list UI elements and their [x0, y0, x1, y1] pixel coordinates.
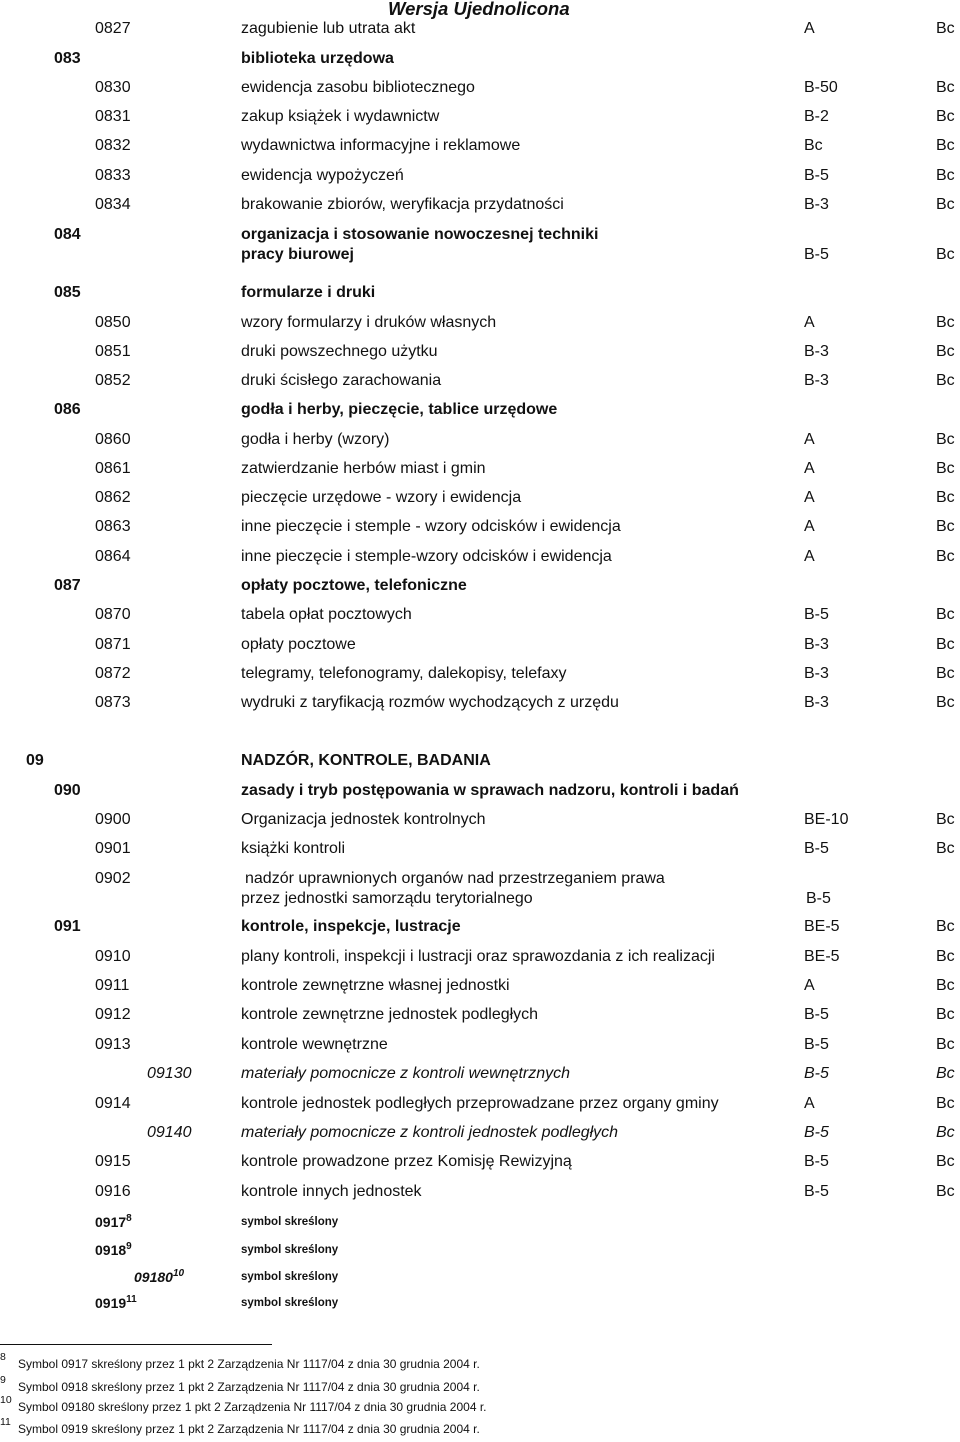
row-category-2: Bc	[936, 665, 955, 682]
footnote-separator	[0, 1344, 272, 1345]
table-row	[0, 429, 960, 451]
table-row	[0, 516, 960, 538]
table-row	[0, 1004, 960, 1026]
footnote	[0, 1416, 960, 1442]
row-code: 090	[54, 782, 81, 799]
row-name: materiały pomocnicze z kontroli wewnętrznych	[241, 1065, 571, 1082]
row-name: kontrole jednostek podległych przeprowadzane przez organy gminy	[241, 1095, 719, 1112]
row-code: 0864	[95, 548, 131, 565]
row-name: wydruki z taryfikacją rozmów wychodzących z urzędu	[241, 694, 619, 711]
table-row	[0, 165, 960, 187]
row-name: książki kontroli	[241, 840, 346, 857]
row-name: zakup książek i wydawnictw	[241, 108, 440, 125]
row-name: biblioteka urzędowa	[241, 50, 394, 67]
row-name: wzory formularzy i druków własnych	[241, 314, 497, 331]
table-row	[0, 399, 960, 421]
footnote-text: Symbol 09180 skreślony przez 1 pkt 2 Zarządzenia Nr 1117/04 z dnia 30 grudnia 2004 r.	[18, 1400, 487, 1414]
section-row	[0, 750, 960, 772]
row-name: inne pieczęcie i stemple - wzory odcisków i ewidencja	[241, 518, 621, 535]
row-code: 0918$^9$	[95, 1241, 132, 1258]
row-name: kontrole prowadzone przez Komisję Rewizyjną	[241, 1153, 572, 1170]
table-row	[0, 663, 960, 685]
row-category-2: Bc	[936, 636, 955, 653]
row-code: 0833	[95, 167, 131, 184]
row-name: godła i herby, pieczęcie, tablice urzędowe	[241, 401, 558, 418]
row-name-line-2: pracy biurowej	[241, 246, 354, 263]
table-row	[0, 946, 960, 968]
row-category-2: Bc	[936, 460, 955, 477]
row-category-2: Bc	[936, 108, 955, 125]
row-category-2: Bc	[936, 246, 955, 263]
table-row-deleted	[0, 1266, 960, 1288]
row-category: B-3	[804, 343, 829, 360]
row-code: 0900	[95, 811, 131, 828]
table-row	[0, 194, 960, 216]
row-code: 0827	[95, 20, 131, 37]
table-row	[0, 224, 960, 246]
footnote-number: 11	[0, 1416, 11, 1428]
row-code: 087	[54, 577, 81, 594]
table-row	[0, 1093, 960, 1115]
row-name-line-2: przez jednostki samorządu terytorialnego	[241, 890, 533, 907]
row-category-2: Bc	[936, 1036, 955, 1053]
row-category-2: Bc	[936, 694, 955, 711]
row-name: Organizacja jednostek kontrolnych	[241, 811, 486, 828]
row-name: kontrole, inspekcje, lustracje	[241, 918, 461, 935]
table-row	[0, 1151, 960, 1173]
row-name: ewidencja zasobu bibliotecznego	[241, 79, 475, 96]
row-name: kontrole innych jednostek	[241, 1183, 422, 1200]
row-category-2: Bc	[936, 918, 955, 935]
footnote-text: Symbol 0919 skreślony przez 1 pkt 2 Zarządzenia Nr 1117/04 z dnia 30 grudnia 2004 r.	[18, 1422, 480, 1436]
row-code: 084	[54, 226, 81, 243]
table-row	[0, 312, 960, 334]
footnote-ref[interactable]: 11	[126, 1294, 137, 1305]
row-category: B-3	[804, 665, 829, 682]
row-name: formularze i druki	[241, 284, 376, 301]
table-row	[0, 604, 960, 626]
row-category: B-3	[804, 636, 829, 653]
row-code: 0834	[95, 196, 131, 213]
row-name: symbol skreślony	[241, 1216, 339, 1228]
row-category-2: Bc	[936, 431, 955, 448]
table-row	[0, 135, 960, 157]
row-name: pieczęcie urzędowe - wzory i ewidencja	[241, 489, 522, 506]
row-code: 0862	[95, 489, 131, 506]
row-category-2: Bc	[936, 1095, 955, 1112]
footnote-number: 8	[0, 1351, 6, 1363]
table-row	[0, 780, 960, 802]
row-category: B-5	[806, 890, 831, 907]
row-category: B-5	[804, 1036, 829, 1053]
row-category-2: Bc	[936, 372, 955, 389]
table-row	[0, 546, 960, 568]
table-row	[0, 809, 960, 831]
row-category-2: Bc	[936, 811, 955, 828]
row-category: B-3	[804, 694, 829, 711]
table-row	[0, 1034, 960, 1056]
row-category-2: Bc	[936, 196, 955, 213]
row-code: 0850	[95, 314, 131, 331]
table-row-deleted	[0, 1211, 960, 1233]
row-category: B-5	[804, 167, 829, 184]
row-code: 0915	[95, 1153, 131, 1170]
section-code: 09	[26, 752, 44, 769]
section-title: NADZÓR, KONTROLE, BADANIA	[241, 752, 491, 769]
footnote	[0, 1374, 960, 1400]
row-category-2: Bc	[936, 1006, 955, 1023]
row-category: B-5	[804, 1006, 829, 1023]
row-name: inne pieczęcie i stemple-wzory odcisków i ewidencja	[241, 548, 612, 565]
row-name: ewidencja wypożyczeń	[241, 167, 404, 184]
row-category-2: Bc	[936, 606, 955, 623]
row-category-2: Bc	[936, 1124, 955, 1141]
row-category: Bc	[804, 137, 823, 154]
table-row-sub	[0, 1063, 960, 1085]
row-code: 0919$^{11}$	[95, 1294, 137, 1311]
row-name: organizacja i stosowanie nowoczesnej techniki	[241, 226, 599, 243]
row-category: B-5	[804, 1124, 829, 1141]
row-category-2: Bc	[936, 948, 955, 965]
row-code: 091	[54, 918, 81, 935]
row-name: telegramy, telefonogramy, dalekopisy, telefaxy	[241, 665, 567, 682]
row-category-2: Bc	[936, 489, 955, 506]
table-row	[0, 458, 960, 480]
row-name: materiały pomocnicze z kontroli jednostek podległych	[241, 1124, 619, 1141]
row-name: zatwierdzanie herbów miast i gmin	[241, 460, 486, 477]
row-category-2: Bc	[936, 977, 955, 994]
row-code: 0916	[95, 1183, 131, 1200]
footnote-number: 10	[0, 1394, 12, 1406]
row-category-2: Bc	[936, 518, 955, 535]
row-code: 085	[54, 284, 81, 301]
row-category: A	[804, 518, 815, 535]
row-category: BE-5	[804, 948, 840, 965]
row-code: 0914	[95, 1095, 131, 1112]
row-code: 09180$^{10}$	[134, 1268, 185, 1285]
table-row	[0, 916, 960, 938]
row-code: 09140	[147, 1124, 192, 1141]
row-name: tabela opłat pocztowych	[241, 606, 412, 623]
row-category-2: Bc	[936, 548, 955, 565]
row-category: A	[804, 20, 815, 37]
row-category: A	[804, 1095, 815, 1112]
row-name: zasady i tryb postępowania w sprawach nadzoru, kontroli i badań	[241, 782, 739, 799]
row-category: A	[804, 977, 815, 994]
row-name: symbol skreślony	[241, 1297, 339, 1309]
table-row-deleted	[0, 1239, 960, 1261]
table-row	[0, 106, 960, 128]
row-name: zagubienie lub utrata akt	[241, 20, 416, 37]
row-category: BE-10	[804, 811, 849, 828]
row-code: 0911	[95, 977, 130, 994]
footnote	[0, 1351, 960, 1377]
row-name: symbol skreślony	[241, 1271, 339, 1283]
footnote-ref[interactable]: 10	[172, 1268, 185, 1279]
row-code: 0901	[95, 840, 131, 857]
row-category: B-2	[804, 108, 829, 125]
row-category-2: Bc	[936, 343, 955, 360]
table-row-continuation	[0, 888, 960, 910]
table-row-continuation	[0, 244, 960, 266]
row-category-2: Bc	[936, 840, 955, 857]
row-code: 0873	[95, 694, 131, 711]
row-code: 0917$^8$	[95, 1213, 132, 1230]
row-category: B-5	[804, 1153, 829, 1170]
row-name: kontrole zewnętrzne własnej jednostki	[241, 977, 510, 994]
row-code: 0851	[95, 343, 131, 360]
footnote-text: Symbol 0917 skreślony przez 1 pkt 2 Zarządzenia Nr 1117/04 z dnia 30 grudnia 2004 r.	[18, 1357, 480, 1371]
row-category: A	[804, 460, 815, 477]
row-code: 083	[54, 50, 81, 67]
footnote-text: Symbol 0918 skreślony przez 1 pkt 2 Zarządzenia Nr 1117/04 z dnia 30 grudnia 2004 r.	[18, 1380, 480, 1394]
row-category: BE-5	[804, 918, 840, 935]
row-category: B-3	[804, 196, 829, 213]
row-code: 0913	[95, 1036, 131, 1053]
row-category-2: Bc	[936, 20, 955, 37]
row-name: godła i herby (wzory)	[241, 431, 390, 448]
table-row	[0, 18, 960, 40]
table-row	[0, 634, 960, 656]
row-name: plany kontroli, inspekcji i lustracji oraz sprawozdania z ich realizacji	[241, 948, 715, 965]
row-name: brakowanie zbiorów, weryfikacja przydatności	[241, 196, 564, 213]
row-category: B-5	[804, 246, 829, 263]
row-category: B-5	[804, 606, 829, 623]
row-code: 0830	[95, 79, 131, 96]
table-row	[0, 487, 960, 509]
row-category: A	[804, 314, 815, 331]
row-category: B-3	[804, 372, 829, 389]
row-name: druki powszechnego użytku	[241, 343, 438, 360]
row-name: druki ścisłego zarachowania	[241, 372, 442, 389]
table-row	[0, 341, 960, 363]
table-row-deleted	[0, 1292, 960, 1314]
row-category-2: Bc	[936, 1153, 955, 1170]
footnote	[0, 1394, 960, 1420]
row-code: 0861	[95, 460, 131, 477]
row-category: B-5	[804, 840, 829, 857]
row-name: nadzór uprawnionych organów nad przestrzeganiem prawa	[245, 870, 665, 887]
table-row	[0, 282, 960, 304]
row-code: 086	[54, 401, 81, 418]
table-row-sub	[0, 1122, 960, 1144]
row-code: 0832	[95, 137, 131, 154]
table-row	[0, 975, 960, 997]
row-code: 0910	[95, 948, 131, 965]
table-row	[0, 77, 960, 99]
table-row	[0, 838, 960, 860]
row-code: 0860	[95, 431, 131, 448]
table-row	[0, 1181, 960, 1203]
row-code: 09130	[147, 1065, 192, 1082]
row-category-2: Bc	[936, 167, 955, 184]
row-category: B-5	[804, 1183, 829, 1200]
row-name: kontrole zewnętrzne jednostek podległych	[241, 1006, 539, 1023]
table-row	[0, 370, 960, 392]
page-header: Wersja Ujednolicona	[388, 0, 570, 19]
row-name: kontrole wewnętrzne	[241, 1036, 388, 1053]
row-code: 0902	[95, 870, 131, 887]
row-category: B-50	[804, 79, 838, 96]
row-code: 0863	[95, 518, 131, 535]
row-category: B-5	[804, 1065, 829, 1082]
table-row	[0, 692, 960, 714]
row-category-2: Bc	[936, 79, 955, 96]
row-code: 0871	[95, 636, 131, 653]
table-row	[0, 868, 960, 890]
row-code: 0870	[95, 606, 131, 623]
row-category: A	[804, 489, 815, 506]
row-name: opłaty pocztowe	[241, 636, 356, 653]
row-code: 0831	[95, 108, 131, 125]
row-category: A	[804, 548, 815, 565]
row-name: opłaty pocztowe, telefoniczne	[241, 577, 467, 594]
row-name: wydawnictwa informacyjne i reklamowe	[241, 137, 521, 154]
row-code: 0852	[95, 372, 131, 389]
footnote-ref[interactable]: 9	[126, 1241, 132, 1252]
row-name: symbol skreślony	[241, 1244, 339, 1256]
row-category-2: Bc	[936, 137, 955, 154]
row-category-2: Bc	[936, 1183, 955, 1200]
row-code: 0912	[95, 1006, 131, 1023]
footnote-number: 9	[0, 1374, 6, 1386]
footnote-ref[interactable]: 8	[126, 1213, 132, 1224]
row-category: A	[804, 431, 815, 448]
table-row	[0, 575, 960, 597]
row-category-2: Bc	[936, 1065, 955, 1082]
table-row	[0, 48, 960, 70]
row-code: 0872	[95, 665, 131, 682]
row-category-2: Bc	[936, 314, 955, 331]
